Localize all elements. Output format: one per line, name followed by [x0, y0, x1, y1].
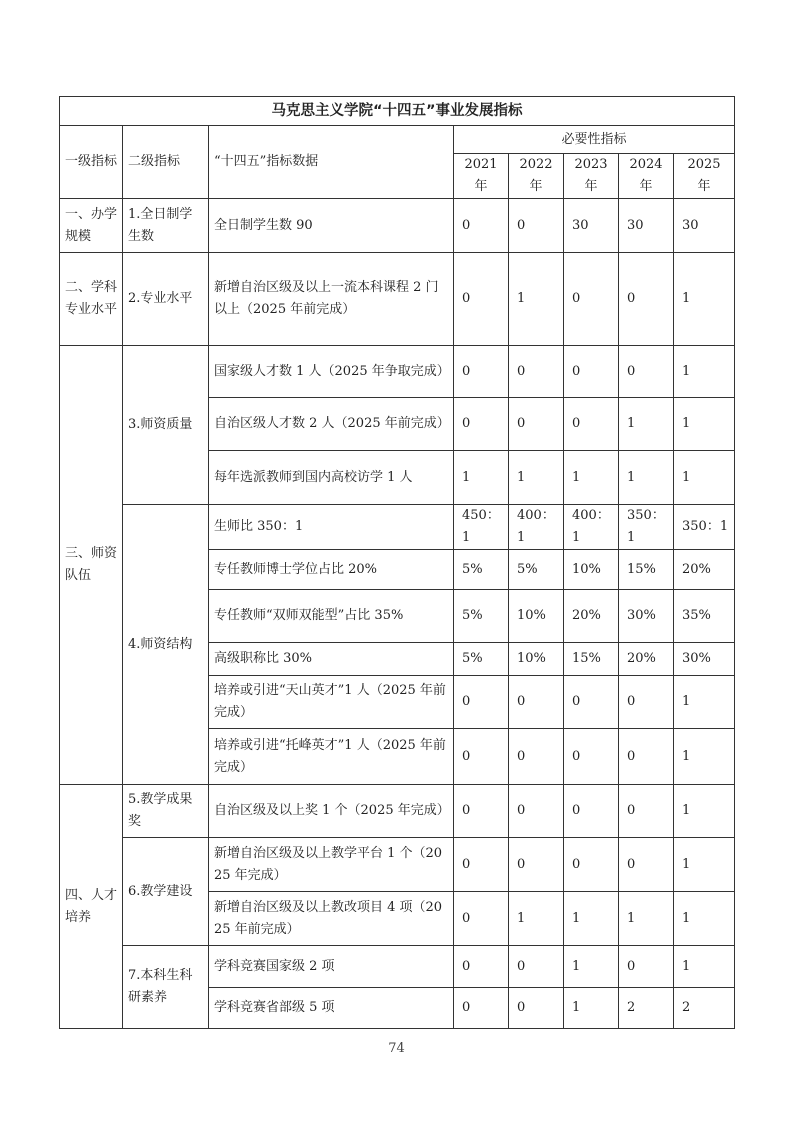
value-cell: 0: [564, 346, 619, 398]
value-cell: 0: [454, 838, 509, 892]
table-row: [60, 785, 735, 838]
value-cell: 1: [564, 451, 619, 505]
value-cell: 1: [674, 892, 735, 946]
value-cell: 0: [564, 729, 619, 785]
table-row: [60, 199, 735, 253]
value-cell: 1: [674, 676, 735, 729]
value-cell: 1: [619, 451, 674, 505]
value-cell: 0: [619, 838, 674, 892]
header-year: 2024 年: [619, 154, 674, 199]
header-level2: 二级指标: [123, 126, 209, 199]
value-cell: 35%: [674, 590, 735, 643]
value-cell: 1: [674, 838, 735, 892]
value-cell: 0: [509, 676, 564, 729]
value-cell: 20%: [674, 550, 735, 590]
value-cell: 0: [454, 398, 509, 451]
indicator-cell: 高级职称比 30%: [209, 643, 454, 676]
value-cell: 1: [674, 729, 735, 785]
table-title: 马克思主义学院“十四五”事业发展指标: [60, 97, 735, 126]
value-cell: 0: [509, 785, 564, 838]
value-cell: 5%: [454, 643, 509, 676]
value-cell: 0: [509, 988, 564, 1029]
value-cell: 15%: [564, 643, 619, 676]
value-cell: 10%: [509, 590, 564, 643]
value-cell: 15%: [619, 550, 674, 590]
level1-cell: 二、学科专业水平: [60, 253, 123, 346]
value-cell: 0: [454, 729, 509, 785]
header-level1: 一级指标: [60, 126, 123, 199]
value-cell: 30: [619, 199, 674, 253]
table-row: [60, 838, 735, 892]
value-cell: 0: [619, 946, 674, 988]
value-cell: 400：1: [564, 505, 619, 550]
value-cell: 1: [564, 892, 619, 946]
level1-cell: 四、人才培养: [60, 785, 123, 1029]
table-row: [60, 253, 735, 346]
value-cell: 30%: [674, 643, 735, 676]
value-cell: 10%: [509, 643, 564, 676]
value-cell: 0: [564, 398, 619, 451]
value-cell: 1: [564, 988, 619, 1029]
value-cell: 2: [619, 988, 674, 1029]
value-cell: 0: [454, 199, 509, 253]
indicator-cell: 学科竞赛省部级 5 项: [209, 988, 454, 1029]
value-cell: 2: [674, 988, 735, 1029]
value-cell: 1: [674, 253, 735, 346]
indicator-cell: 全日制学生数 90: [209, 199, 454, 253]
value-cell: 400：1: [509, 505, 564, 550]
indicator-cell: 学科竞赛国家级 2 项: [209, 946, 454, 988]
header-year: 2021 年: [454, 154, 509, 199]
value-cell: 0: [509, 346, 564, 398]
value-cell: 5%: [454, 590, 509, 643]
value-cell: 1: [674, 785, 735, 838]
indicator-cell: 新增自治区级及以上教学平台 1 个（2025 年完成）: [209, 838, 454, 892]
value-cell: 0: [509, 838, 564, 892]
value-cell: 1: [674, 398, 735, 451]
level2-cell: 7.本科生科研素养: [123, 946, 209, 1029]
header-data: “十四五”指标数据: [209, 126, 454, 199]
value-cell: 5%: [454, 550, 509, 590]
level2-cell: 5.教学成果奖: [123, 785, 209, 838]
value-cell: 30: [564, 199, 619, 253]
value-cell: 1: [509, 892, 564, 946]
indicator-cell: 培养或引进“托峰英才”1 人（2025 年前完成）: [209, 729, 454, 785]
value-cell: 30: [674, 199, 735, 253]
indicator-cell: 国家级人才数 1 人（2025 年争取完成）: [209, 346, 454, 398]
value-cell: 0: [564, 253, 619, 346]
value-cell: 20%: [564, 590, 619, 643]
value-cell: 1: [454, 451, 509, 505]
indicator-cell: 生师比 350：1: [209, 505, 454, 550]
table-row: [60, 946, 735, 988]
indicator-cell: 自治区级及以上奖 1 个（2025 年完成）: [209, 785, 454, 838]
value-cell: 0: [454, 988, 509, 1029]
value-cell: 0: [564, 676, 619, 729]
level2-cell: 2.专业水平: [123, 253, 209, 346]
header-year: 2022 年: [509, 154, 564, 199]
value-cell: 0: [509, 946, 564, 988]
value-cell: 1: [564, 946, 619, 988]
indicator-cell: 专任教师“双师双能型”占比 35%: [209, 590, 454, 643]
value-cell: 1: [509, 451, 564, 505]
indicator-cell: 每年选派教师到国内高校访学 1 人: [209, 451, 454, 505]
indicator-cell: 培养或引进“天山英才”1 人（2025 年前完成）: [209, 676, 454, 729]
value-cell: 0: [509, 199, 564, 253]
level2-cell: 3.师资质量: [123, 346, 209, 505]
indicator-cell: 自治区级人才数 2 人（2025 年前完成）: [209, 398, 454, 451]
page-number: 74: [388, 1041, 405, 1056]
value-cell: 0: [509, 398, 564, 451]
value-cell: 0: [454, 892, 509, 946]
indicator-cell: 新增自治区级及以上一流本科课程 2 门以上（2025 年前完成）: [209, 253, 454, 346]
value-cell: 1: [674, 451, 735, 505]
value-cell: 0: [564, 785, 619, 838]
header-year: 2023 年: [564, 154, 619, 199]
value-cell: 1: [619, 892, 674, 946]
value-cell: 0: [619, 676, 674, 729]
level2-cell: 1.全日制学生数: [123, 199, 209, 253]
value-cell: 30%: [619, 590, 674, 643]
indicator-cell: 专任教师博士学位占比 20%: [209, 550, 454, 590]
value-cell: 0: [454, 676, 509, 729]
level1-cell: 一、办学规模: [60, 199, 123, 253]
value-cell: 1: [674, 346, 735, 398]
table-row: [60, 505, 735, 550]
value-cell: 0: [619, 253, 674, 346]
value-cell: 1: [674, 946, 735, 988]
value-cell: 0: [509, 729, 564, 785]
value-cell: 0: [454, 785, 509, 838]
value-cell: 0: [619, 729, 674, 785]
value-cell: 0: [454, 253, 509, 346]
table-row: [60, 346, 735, 398]
level2-cell: 6.教学建设: [123, 838, 209, 946]
value-cell: 1: [619, 398, 674, 451]
level2-cell: 4.师资结构: [123, 505, 209, 785]
value-cell: 0: [619, 785, 674, 838]
value-cell: 0: [454, 946, 509, 988]
level1-cell: 三、师资队伍: [60, 346, 123, 785]
value-cell: 0: [619, 346, 674, 398]
header-required: 必要性指标: [454, 126, 735, 154]
value-cell: 450：1: [454, 505, 509, 550]
development-indicators-table: [59, 96, 735, 1029]
value-cell: 350：1: [619, 505, 674, 550]
value-cell: 0: [454, 346, 509, 398]
value-cell: 1: [509, 253, 564, 346]
value-cell: 10%: [564, 550, 619, 590]
value-cell: 0: [564, 838, 619, 892]
indicator-cell: 新增自治区级及以上教改项目 4 项（2025 年前完成）: [209, 892, 454, 946]
header-year: 2025 年: [674, 154, 735, 199]
value-cell: 5%: [509, 550, 564, 590]
value-cell: 20%: [619, 643, 674, 676]
value-cell: 350：1: [674, 505, 735, 550]
